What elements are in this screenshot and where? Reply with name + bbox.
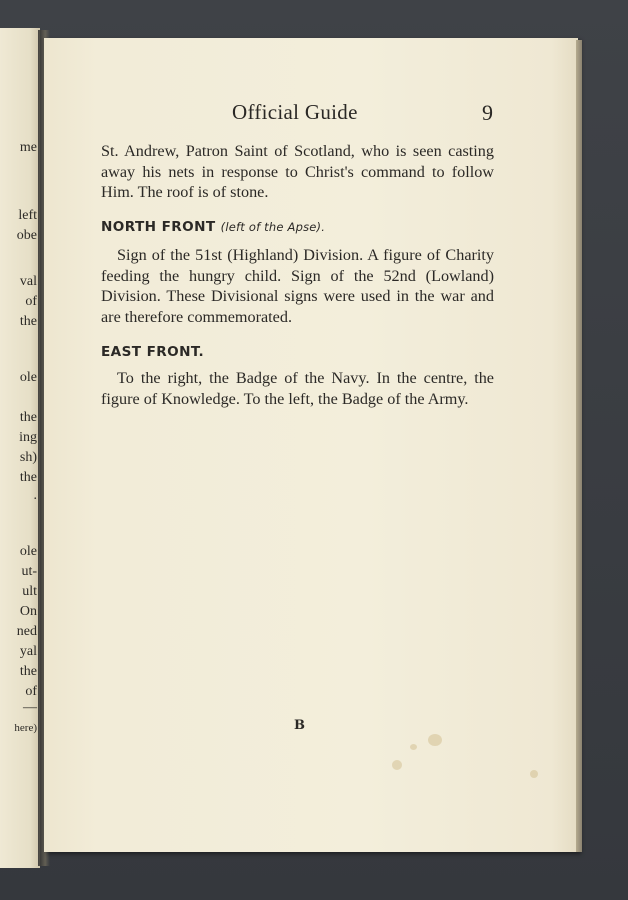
paragraph: Sign of the 51st (Highland) Division. A figure of Charity feeding the hungry child. Sign of the 52nd (Lowland) Division. These Divisional signs were used in the war and are therefore commemorated. xyxy=(101,246,494,327)
fragment: the xyxy=(19,314,37,329)
fragment: left xyxy=(18,208,37,223)
fragment: val xyxy=(19,274,37,289)
heading-text: NORTH FRONT xyxy=(101,219,216,235)
page-number: 9 xyxy=(482,100,493,125)
signature-mark: B xyxy=(294,718,305,733)
page-stack-edge xyxy=(576,40,582,852)
fragment: ult xyxy=(22,584,37,599)
fragment: yal xyxy=(19,644,37,659)
fragment: On xyxy=(19,604,37,619)
fragment: here) xyxy=(14,722,37,734)
paragraph: To the right, the Badge of the Navy. In the centre, the figure of Knowledge. To the left, the Badge of the Army. xyxy=(101,369,494,408)
fragment: of xyxy=(25,294,37,309)
facing-page-fragments xyxy=(0,28,40,868)
fragment: ing xyxy=(19,430,37,445)
foxing-stain xyxy=(428,734,442,746)
foxing-stain xyxy=(392,760,402,770)
heading-note: (left of the Apse). xyxy=(220,220,326,234)
facing-page-edge xyxy=(0,28,40,868)
heading-text: EAST FRONT. xyxy=(101,344,205,360)
fragment: . xyxy=(33,488,37,503)
fragment: — xyxy=(23,700,37,715)
fragment: ole xyxy=(19,370,37,385)
fragment: ole xyxy=(19,544,37,559)
fragment: the xyxy=(19,664,37,679)
fragment: the xyxy=(19,410,37,425)
fragment: obe xyxy=(16,228,37,243)
fragment: of xyxy=(25,684,37,699)
fragment: me xyxy=(19,140,37,155)
foxing-stain xyxy=(410,744,417,750)
fragment: the xyxy=(19,470,37,485)
fragment: ned xyxy=(16,624,37,639)
fragment: ut- xyxy=(21,564,37,579)
fragment: sh) xyxy=(19,450,37,465)
running-head: Official Guide xyxy=(232,100,358,124)
section-heading-east-front xyxy=(101,344,204,360)
foxing-stain xyxy=(530,770,538,778)
paragraph: St. Andrew, Patron Saint of Scotland, who is seen casting away his nets in response to Christ's command to follow Him. The roof is of stone. xyxy=(101,142,494,202)
section-heading-north-front xyxy=(101,219,325,235)
